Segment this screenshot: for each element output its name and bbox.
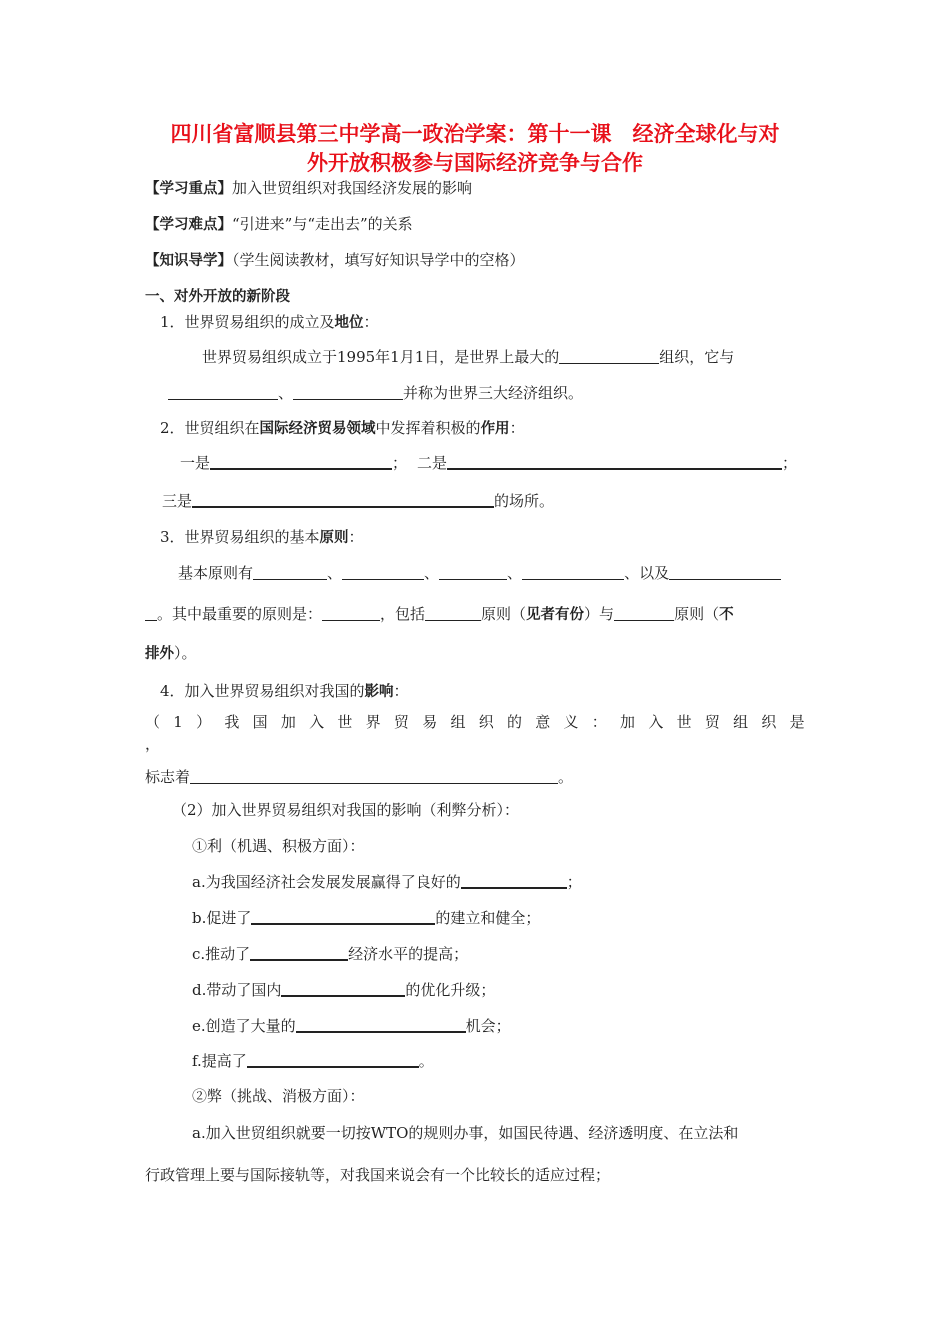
q4-meaning-char: 国 <box>252 713 268 731</box>
q1-line-1 <box>202 347 734 367</box>
q4-heading-key: 影响 <box>364 684 394 700</box>
q4-meaning-char: ： <box>591 713 607 731</box>
q4-pro-f <box>192 1050 434 1071</box>
q4-meaning-char: 入 <box>648 713 664 731</box>
q4-pro-f-text: f.提高了 <box>192 1052 247 1070</box>
q4-pro-a-text: a.为我国经济社会发展发展赢得了良好的 <box>192 873 461 891</box>
q4-blank-a[interactable] <box>461 871 567 889</box>
q3-line-3-end: ）。 <box>174 644 197 662</box>
q4-meaning-char: 的 <box>506 713 522 731</box>
document-title <box>120 120 830 178</box>
q4-blank-c[interactable] <box>250 943 348 961</box>
q4-pro-d-end: 的优化升级； <box>405 981 496 999</box>
q3-heading-text: 3．世界贸易组织的基本 <box>160 528 320 546</box>
q4-pro-e <box>192 1015 511 1036</box>
q2-third-label: 三是 <box>162 492 193 510</box>
study-difficulty-text: “引进来”与“走出去”的关系 <box>232 215 413 233</box>
q4-pro-d-text: d.带动了国内 <box>192 981 282 999</box>
q4-meaning-char: 意 <box>535 713 551 731</box>
q3-dun-2: 、 <box>424 564 440 582</box>
study-focus <box>145 178 472 199</box>
q4-meaning-char: 界 <box>365 713 381 731</box>
q4-pro-c <box>192 943 468 964</box>
q4-meaning-char: 义 <box>563 713 579 731</box>
q3-heading-colon: ： <box>348 528 364 546</box>
q4-heading-colon: ： <box>393 682 409 700</box>
q2-heading-mid: 中发挥着积极的 <box>375 419 481 437</box>
q2-heading <box>160 418 525 439</box>
q2-line-1 <box>180 452 797 473</box>
q4-meaning-char: ） <box>196 713 212 731</box>
q4-mark-text: 标志着 <box>145 768 191 786</box>
q2-first-label: 一是 <box>180 454 211 472</box>
q4-meaning-char: 加 <box>280 713 296 731</box>
q4-meaning-char: 入 <box>309 713 325 731</box>
q2-line-2 <box>162 490 554 511</box>
q4-pro-a-end: ； <box>566 873 582 891</box>
q4-meaning-char: 贸 <box>704 713 720 731</box>
q3-line-2-share: 见者有份 <box>526 607 585 623</box>
q2-second-label: 二是 <box>417 454 448 472</box>
q1-line-2 <box>168 383 583 403</box>
q3-heading-key: 原则 <box>319 530 349 546</box>
title-line-1: 四川省富顺县第三中学高一政治学案：第十一课 经济全球化与对 <box>170 122 780 146</box>
q3-heading <box>160 527 364 548</box>
knowledge-guide <box>145 250 525 271</box>
q4-con-a-line-1: a.加入世贸组织就要一切按WTO的规则办事，如国民待遇、经济透明度、在立法和 <box>192 1124 739 1142</box>
q3-line-2-principle-2: 原则（ <box>674 605 720 623</box>
q3-dun-3: 、 <box>507 564 523 582</box>
q2-heading-field: 国际经济贸易领域 <box>259 421 376 437</box>
q4-blank-b[interactable] <box>251 907 435 925</box>
q3-line-1-text: 基本原则有 <box>178 564 254 582</box>
q3-dun-1: 、 <box>327 564 343 582</box>
q3-line-3 <box>145 643 197 664</box>
q4-blank-mark[interactable] <box>190 767 558 784</box>
q4-pro-e-text: e.创造了大量的 <box>192 1017 296 1035</box>
q4-meaning-char: 世 <box>337 713 353 731</box>
q4-blank-f[interactable] <box>247 1050 419 1068</box>
q3-blank-3[interactable] <box>439 563 507 580</box>
study-difficulty-label: 【学习难点】 <box>145 217 232 233</box>
q3-line-2-principle: 原则（ <box>481 605 527 623</box>
study-focus-text: 加入世贸组织对我国经济发展的影响 <box>232 179 473 197</box>
q4-pro-b-end: 的建立和健全； <box>435 909 541 927</box>
q1-blank-org-1[interactable] <box>168 383 278 400</box>
q3-line-2-and: ）与 <box>584 605 615 623</box>
study-difficulty <box>145 214 413 235</box>
q3-line-2-text: 。其中最重要的原则是： <box>157 605 323 623</box>
q4-con-a-line-2: 行政管理上要与国际接轨等，对我国来说会有一个比较长的适应过程； <box>145 1166 611 1184</box>
q1-line-1-end: 组织，它与 <box>659 348 735 366</box>
q4-pro-heading: ①利（机遇、积极方面）： <box>192 837 365 855</box>
q4-pro-a <box>192 871 582 892</box>
q3-line-2 <box>145 604 734 625</box>
q3-line-1-end: 、以及 <box>624 564 670 582</box>
q3-blank-main-principle[interactable] <box>322 604 380 621</box>
title-line-2: 外开放积极参与国际经济竞争与合作 <box>307 151 643 175</box>
q3-blank-4[interactable] <box>522 563 624 580</box>
q2-heading-text: 2．世贸组织在 <box>160 419 260 437</box>
q4-meaning-line <box>145 712 805 732</box>
q4-meaning-char: 我 <box>224 713 240 731</box>
q3-blank-2[interactable] <box>342 563 424 580</box>
q2-line-1-end: ； <box>782 454 798 472</box>
q3-blank-1[interactable] <box>253 563 327 580</box>
q2-blank-1[interactable] <box>210 452 392 470</box>
q1-blank-org-2[interactable] <box>293 383 403 400</box>
q4-meaning-char: 组 <box>450 713 466 731</box>
q4-meaning-char: 织 <box>478 713 494 731</box>
q4-con-heading: ②弊（挑战、消极方面）： <box>192 1087 365 1105</box>
q4-mark-end: 。 <box>558 768 574 786</box>
q1-line-2-end: 并称为世界三大经济组织。 <box>403 384 584 402</box>
q1-heading-colon: ： <box>363 313 379 331</box>
q3-line-2-not: 不 <box>719 607 734 623</box>
q4-meaning-char: 织 <box>761 713 777 731</box>
q4-pro-b-text: b.促进了 <box>192 909 252 927</box>
q4-meaning-char: （ <box>145 713 161 731</box>
q4-pro-d <box>192 979 495 1000</box>
q3-blank-principle-a[interactable] <box>425 604 481 621</box>
q3-blank-principle-b[interactable] <box>614 604 674 621</box>
q3-line-1 <box>178 563 781 583</box>
q4-pro-c-text: c.推动了 <box>192 945 251 963</box>
q4-meaning-char: 贸 <box>393 713 409 731</box>
q2-separator: ； <box>392 454 408 472</box>
q3-blank-5-cont[interactable] <box>145 604 157 621</box>
q4-pro-c-end: 经济水平的提高； <box>348 945 469 963</box>
q4-meaning-char: 加 <box>620 713 636 731</box>
knowledge-guide-label: 【知识导学】 <box>145 253 232 269</box>
q4-heading-text: 4．加入世界贸易组织对我国的 <box>160 682 365 700</box>
q2-blank-3[interactable] <box>192 490 494 508</box>
q4-pro-e-end: 机会； <box>465 1017 511 1035</box>
q1-heading-key: 地位 <box>334 315 364 331</box>
knowledge-guide-text: （学生阅读教材，填写好知识导学中的空格） <box>232 251 525 269</box>
q4-meaning-char: 易 <box>422 713 438 731</box>
q4-meaning-comma: ， <box>145 735 161 753</box>
q2-heading-role: 作用 <box>480 421 510 437</box>
q2-heading-colon: ： <box>509 419 525 437</box>
q1-dun: 、 <box>278 384 294 402</box>
q3-line-2-include: ，包括 <box>380 605 426 623</box>
study-focus-label: 【学习重点】 <box>145 181 232 197</box>
q3-line-3-text: 排外 <box>145 646 174 662</box>
q2-line-2-end: 的场所。 <box>494 492 555 510</box>
q3-blank-5[interactable] <box>669 563 781 580</box>
q4-mark-line <box>145 767 573 787</box>
q2-blank-2[interactable] <box>447 452 782 470</box>
q4-meaning-char: 组 <box>733 713 749 731</box>
q4-meaning-char: 是 <box>789 713 805 731</box>
q1-heading <box>160 312 379 333</box>
q4-pro-b <box>192 907 540 928</box>
section-heading: 一、对外开放的新阶段 <box>145 289 290 305</box>
q1-line-1-text: 世界贸易组织成立于1995年1月1日，是世界上最大的 <box>202 348 560 366</box>
q4-blank-e[interactable] <box>296 1015 466 1033</box>
q4-heading <box>160 681 409 702</box>
q1-blank-org-type[interactable] <box>559 347 659 364</box>
q4-pro-f-end: 。 <box>418 1052 434 1070</box>
q4-blank-d[interactable] <box>281 979 405 997</box>
q4-sub-2: （2）加入世界贸易组织对我国的影响（利弊分析）： <box>172 801 520 819</box>
q4-meaning-char: 世 <box>676 713 692 731</box>
q1-heading-text: 1．世界贸易组织的成立及 <box>160 313 335 331</box>
q4-meaning-char: 1 <box>173 713 183 731</box>
